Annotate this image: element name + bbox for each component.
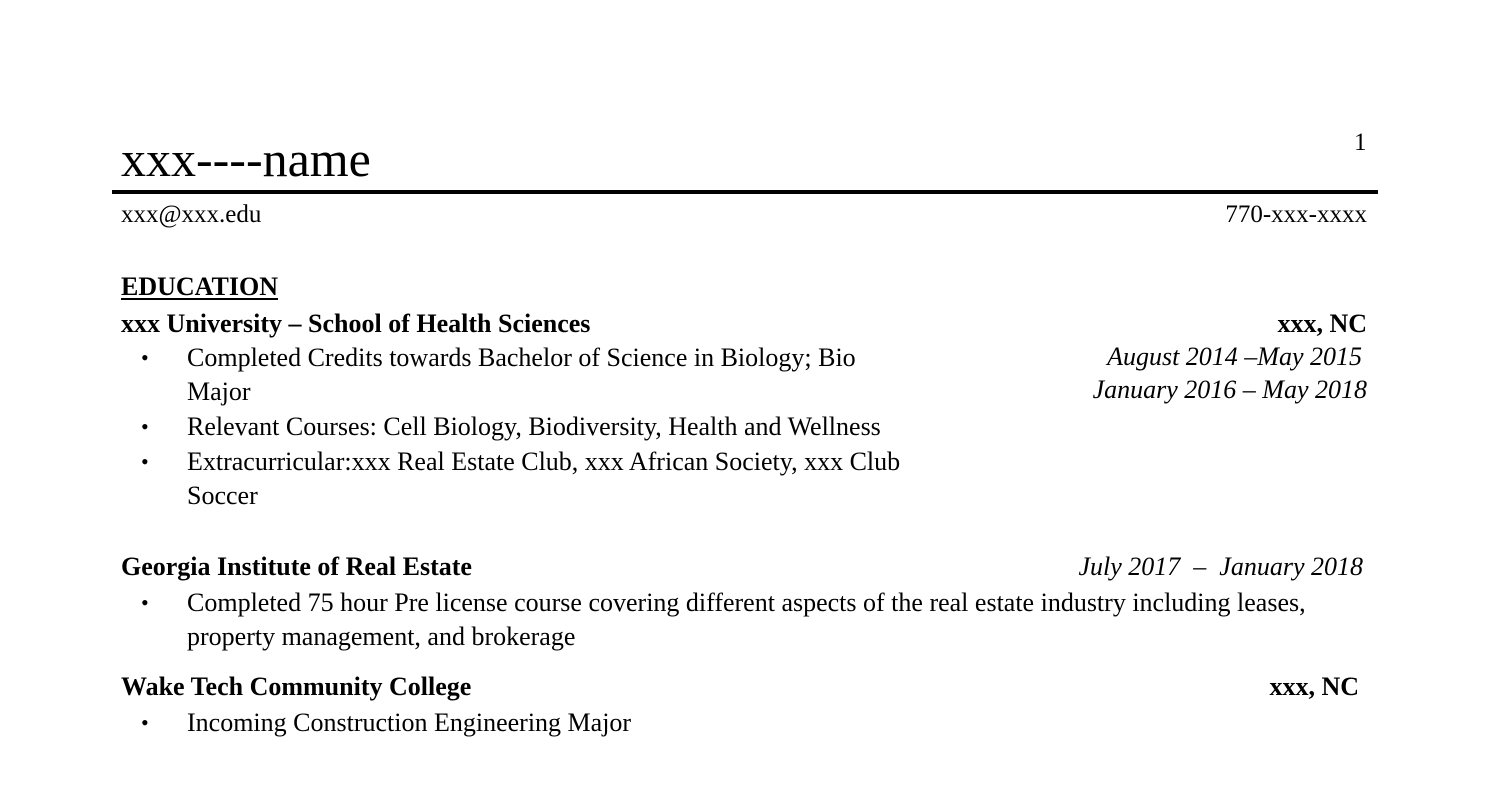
institution-location: xxx, NC bbox=[1269, 672, 1359, 701]
phone-number: 770-xxx-xxxx bbox=[1225, 201, 1367, 228]
institution-name: Wake Tech Community College bbox=[121, 672, 472, 701]
bullet-icon bbox=[141, 586, 149, 620]
bullet-text: Extracurricular:xxx Real Estate Club, xxx African Society, xxx Club bbox=[187, 447, 901, 476]
bullet-icon bbox=[141, 445, 149, 479]
institution-name: xxx University – School of Health Sciences bbox=[121, 309, 591, 338]
header-divider bbox=[112, 190, 1378, 194]
bullet-text: property management, and brokerage bbox=[187, 622, 576, 651]
bullet-text: Completed 75 hour Pre license course covering different aspects of the real estate industry including leases, bbox=[187, 588, 1306, 617]
email-address: xxx@xxx.edu bbox=[121, 201, 262, 228]
institution-location: xxx, NC bbox=[1277, 309, 1367, 338]
attendance-dates: July 2017 – January 2018 bbox=[1078, 552, 1363, 581]
candidate-name: xxx----name bbox=[121, 131, 371, 187]
institution-name: Georgia Institute of Real Estate bbox=[121, 552, 472, 581]
bullet-text: Relevant Courses: Cell Biology, Biodiversity, Health and Wellness bbox=[187, 412, 881, 441]
page-number: 1 bbox=[1354, 129, 1367, 156]
bullet-text: Soccer bbox=[187, 481, 258, 510]
bullet-icon bbox=[141, 706, 149, 740]
attendance-dates: January 2016 – May 2018 bbox=[1092, 375, 1367, 404]
bullet-icon bbox=[141, 341, 149, 375]
attendance-dates: August 2014 –May 2015 bbox=[1107, 342, 1362, 371]
bullet-text: Major bbox=[187, 377, 251, 406]
education-heading: EDUCATION bbox=[121, 272, 278, 301]
bullet-text: Completed Credits towards Bachelor of Science in Biology; Bio bbox=[187, 343, 856, 372]
bullet-text: Incoming Construction Engineering Major bbox=[187, 708, 632, 737]
bullet-icon bbox=[141, 410, 149, 444]
next-section-cutoff bbox=[121, 779, 381, 789]
